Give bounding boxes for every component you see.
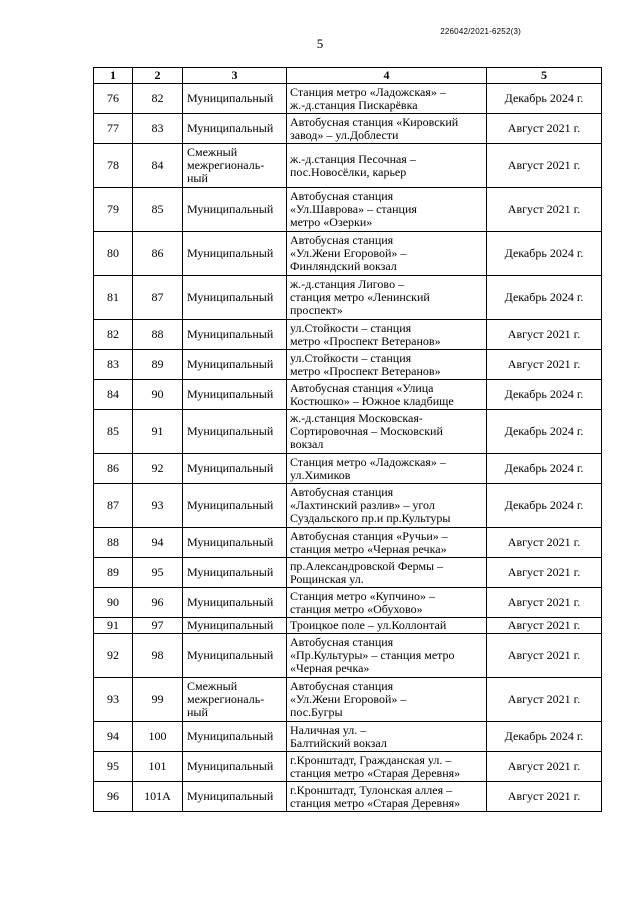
table-cell-c3: Муниципальный xyxy=(183,618,287,634)
table-cell-c5: Декабрь 2024 г. xyxy=(487,276,602,320)
table-cell-c5: Август 2021 г. xyxy=(487,320,602,350)
table-row xyxy=(94,588,602,618)
table-cell-c4: Автобусная станция «Ул.Шаврова» – станция метро «Озерки» xyxy=(287,188,487,232)
table-cell-c1: 81 xyxy=(94,276,133,320)
table-cell-c5: Август 2021 г. xyxy=(487,782,602,812)
table-cell-c2: 85 xyxy=(133,188,183,232)
table-cell-c1: 77 xyxy=(94,114,133,144)
table-row xyxy=(94,188,602,232)
table-cell-c4: г.Кронштадт, Гражданская ул. – станция метро «Старая Деревня» xyxy=(287,752,487,782)
table-cell-c2: 101А xyxy=(133,782,183,812)
table-cell-c1: 95 xyxy=(94,752,133,782)
table-cell-c1: 76 xyxy=(94,84,133,114)
table-cell-c5: Август 2021 г. xyxy=(487,752,602,782)
table-cell-c2: 88 xyxy=(133,320,183,350)
table-cell-c3: Муниципальный xyxy=(183,782,287,812)
table-row xyxy=(94,618,602,634)
table-row xyxy=(94,114,602,144)
table-row xyxy=(94,752,602,782)
table-cell-c1: 84 xyxy=(94,380,133,410)
table-row xyxy=(94,678,602,722)
table-cell-c5: Август 2021 г. xyxy=(487,634,602,678)
table-cell-c2: 99 xyxy=(133,678,183,722)
table-cell-c5: Декабрь 2024 г. xyxy=(487,380,602,410)
table-cell-c2: 101 xyxy=(133,752,183,782)
table-cell-c3: Муниципальный xyxy=(183,752,287,782)
table-cell-c1: 85 xyxy=(94,410,133,454)
table-cell-c5: Декабрь 2024 г. xyxy=(487,84,602,114)
table-cell-c5: Август 2021 г. xyxy=(487,350,602,380)
table-cell-c3: Муниципальный xyxy=(183,232,287,276)
table-cell-c3: Муниципальный xyxy=(183,722,287,752)
table-cell-c4: Автобусная станция «Ул.Жени Егоровой» – Финляндский вокзал xyxy=(287,232,487,276)
table-cell-c4: Станция метро «Ладожская» – ул.Химиков xyxy=(287,454,487,484)
table-cell-c1: 93 xyxy=(94,678,133,722)
table-cell-c2: 86 xyxy=(133,232,183,276)
table-cell-c3: Муниципальный xyxy=(183,350,287,380)
column-header: 3 xyxy=(183,68,287,84)
table-cell-c1: 90 xyxy=(94,588,133,618)
table-cell-c3: Муниципальный xyxy=(183,634,287,678)
table-cell-c1: 94 xyxy=(94,722,133,752)
table-cell-c3: Смежный межрегиональ- ный xyxy=(183,144,287,188)
table-cell-c5: Декабрь 2024 г. xyxy=(487,232,602,276)
table-cell-c4: Автобусная станция «Пр.Культуры» – станция метро «Черная речка» xyxy=(287,634,487,678)
table-cell-c1: 96 xyxy=(94,782,133,812)
table-cell-c1: 92 xyxy=(94,634,133,678)
table-cell-c3: Муниципальный xyxy=(183,114,287,144)
table-cell-c2: 83 xyxy=(133,114,183,144)
table-cell-c3: Муниципальный xyxy=(183,454,287,484)
column-header: 1 xyxy=(94,68,133,84)
table-cell-c5: Август 2021 г. xyxy=(487,528,602,558)
table-cell-c4: ж.-д.станция Лиговo – станция метро «Ленинский проспект» xyxy=(287,276,487,320)
table-cell-c5: Август 2021 г. xyxy=(487,588,602,618)
page-number: 5 xyxy=(316,36,324,51)
table-row xyxy=(94,528,602,558)
table-cell-c2: 91 xyxy=(133,410,183,454)
table-cell-c1: 91 xyxy=(94,618,133,634)
table-cell-c2: 100 xyxy=(133,722,183,752)
table-cell-c4: ж.-д.станция Песочная – пос.Новосёлки, карьер xyxy=(287,144,487,188)
table-cell-c5: Август 2021 г. xyxy=(487,114,602,144)
table-cell-c4: Автобусная станция «Лахтинский разлив» – угол Суздальского пр.и пр.Культуры xyxy=(287,484,487,528)
column-header: 4 xyxy=(287,68,487,84)
table-row xyxy=(94,84,602,114)
table-row xyxy=(94,350,602,380)
table-cell-c1: 82 xyxy=(94,320,133,350)
table-row xyxy=(94,634,602,678)
table-cell-c4: Автобусная станция «Ручьи» – станция метро «Черная речка» xyxy=(287,528,487,558)
table-cell-c4: ж.-д.станция Московская- Сортировочная – Московский вокзал xyxy=(287,410,487,454)
table-cell-c5: Август 2021 г. xyxy=(487,144,602,188)
table-row xyxy=(94,380,602,410)
column-header: 5 xyxy=(487,68,602,84)
table-row xyxy=(94,484,602,528)
table-cell-c2: 94 xyxy=(133,528,183,558)
table-cell-c1: 86 xyxy=(94,454,133,484)
table-cell-c4: г.Кронштадт, Тулонская аллея – станция метро «Старая Деревня» xyxy=(287,782,487,812)
table-cell-c2: 89 xyxy=(133,350,183,380)
table-cell-c4: Автобусная станция «Кировский завод» – ул.Доблести xyxy=(287,114,487,144)
table-row xyxy=(94,232,602,276)
table-cell-c1: 78 xyxy=(94,144,133,188)
table-cell-c4: Троицкое поле – ул.Коллонтай xyxy=(287,618,487,634)
table-row xyxy=(94,722,602,752)
table-cell-c5: Декабрь 2024 г. xyxy=(487,410,602,454)
table-cell-c2: 96 xyxy=(133,588,183,618)
table-cell-c2: 93 xyxy=(133,484,183,528)
table-cell-c4: Станция метро «Ладожская» – ж.-д.станция Пискарёвка xyxy=(287,84,487,114)
table-cell-c1: 89 xyxy=(94,558,133,588)
table-cell-c5: Август 2021 г. xyxy=(487,618,602,634)
document-number: 226042/2021-6252(3) xyxy=(440,27,521,36)
table-cell-c2: 98 xyxy=(133,634,183,678)
table-cell-c3: Муниципальный xyxy=(183,188,287,232)
table-cell-c3: Муниципальный xyxy=(183,84,287,114)
table-cell-c4: ул.Стойкости – станция метро «Проспект Ветеранов» xyxy=(287,350,487,380)
table-cell-c3: Смежный межрегиональ- ный xyxy=(183,678,287,722)
table-cell-c1: 88 xyxy=(94,528,133,558)
table-row xyxy=(94,558,602,588)
table-cell-c5: Август 2021 г. xyxy=(487,188,602,232)
table-cell-c4: Станция метро «Купчино» – станция метро «Обухово» xyxy=(287,588,487,618)
table-row xyxy=(94,782,602,812)
table-cell-c2: 84 xyxy=(133,144,183,188)
table-cell-c1: 87 xyxy=(94,484,133,528)
table-cell-c5: Декабрь 2024 г. xyxy=(487,722,602,752)
table-cell-c5: Август 2021 г. xyxy=(487,678,602,722)
table-cell-c3: Муниципальный xyxy=(183,380,287,410)
table-row xyxy=(94,144,602,188)
table-cell-c4: Наличная ул. – Балтийский вокзал xyxy=(287,722,487,752)
routes-table xyxy=(93,67,602,812)
table-cell-c2: 90 xyxy=(133,380,183,410)
table-cell-c5: Август 2021 г. xyxy=(487,558,602,588)
table-row xyxy=(94,276,602,320)
table-row xyxy=(94,454,602,484)
table-cell-c1: 80 xyxy=(94,232,133,276)
table-cell-c3: Муниципальный xyxy=(183,528,287,558)
table-cell-c2: 87 xyxy=(133,276,183,320)
table-cell-c3: Муниципальный xyxy=(183,410,287,454)
table-cell-c3: Муниципальный xyxy=(183,484,287,528)
table-cell-c5: Декабрь 2024 г. xyxy=(487,454,602,484)
table-row xyxy=(94,320,602,350)
column-header: 2 xyxy=(133,68,183,84)
table-cell-c3: Муниципальный xyxy=(183,320,287,350)
table-cell-c5: Декабрь 2024 г. xyxy=(487,484,602,528)
table-cell-c4: пр.Александровской Фермы – Рощинская ул. xyxy=(287,558,487,588)
table-row xyxy=(94,410,602,454)
table-cell-c4: ул.Стойкости – станция метро «Проспект Ветеранов» xyxy=(287,320,487,350)
table-cell-c2: 97 xyxy=(133,618,183,634)
table-cell-c1: 79 xyxy=(94,188,133,232)
table-cell-c3: Муниципальный xyxy=(183,276,287,320)
table-cell-c2: 82 xyxy=(133,84,183,114)
table-body xyxy=(94,84,602,812)
table-cell-c4: Автобусная станция «Ул.Жени Егоровой» – пос.Бугры xyxy=(287,678,487,722)
table-cell-c4: Автобусная станция «Улица Костюшко» – Южное кладбище xyxy=(287,380,487,410)
table-cell-c3: Муниципальный xyxy=(183,558,287,588)
table-cell-c2: 95 xyxy=(133,558,183,588)
table-cell-c1: 83 xyxy=(94,350,133,380)
table-cell-c3: Муниципальный xyxy=(183,588,287,618)
table-cell-c2: 92 xyxy=(133,454,183,484)
table-header-row xyxy=(94,68,602,84)
